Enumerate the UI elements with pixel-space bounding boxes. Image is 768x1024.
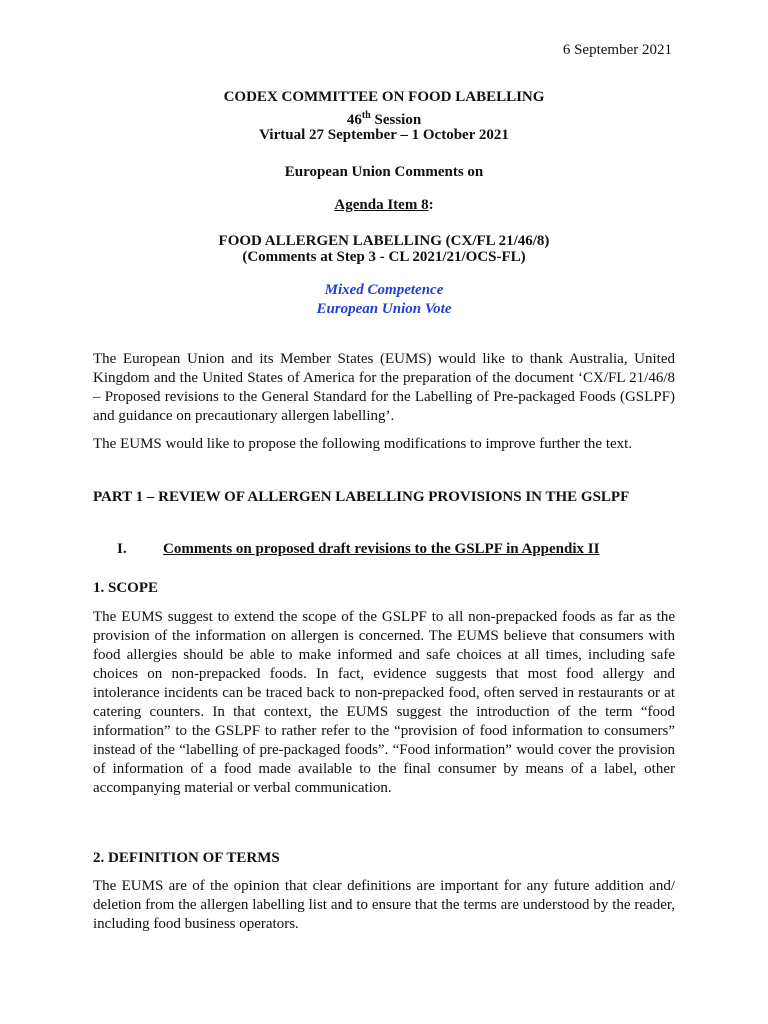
document-title: FOOD ALLERGEN LABELLING (CX/FL 21/46/8) <box>218 233 550 249</box>
intro-proposal-paragraph: The EUMS would like to propose the following modifications to improve further the text. <box>93 436 633 452</box>
scope-heading: 1. SCOPE <box>93 580 159 596</box>
section-title: Comments on proposed draft revisions to the GSLPF in Appendix II <box>163 541 600 557</box>
part1-heading: PART 1 – REVIEW OF ALLERGEN LABELLING PROVISIONS IN THE GSLPF <box>93 489 630 505</box>
agenda-item-colon: : <box>428 197 434 213</box>
vote-line: European Union Vote <box>316 301 452 317</box>
document-subtitle: (Comments at Step 3 - CL 2021/21/OCS-FL) <box>242 249 526 265</box>
agenda-item-line <box>0 196 768 214</box>
comments-on-line: European Union Comments on <box>284 164 484 180</box>
document-date: 6 September 2021 <box>562 42 672 58</box>
definitions-heading: 2. DEFINITION OF TERMS <box>93 850 280 866</box>
session-number: 46 <box>346 112 362 128</box>
agenda-item-label: Agenda Item 8 <box>334 197 429 213</box>
session-superscript: th <box>361 110 371 121</box>
committee-title: CODEX COMMITTEE ON FOOD LABELLING <box>223 89 545 105</box>
scope-paragraph: The EUMS suggest to extend the scope of the GSLPF to all non-prepacked foods as far as the provision of the information on allergen is concerned. The EUMS believe that consumers with food allergies should be able to make informed and safe choices at all times, including safe choices on non-prepacked foods. In fact, evidence suggests that most food allergy and intolerance incidents can be traced back to non-prepacked food, often served in restaurants or at catering counters. In that context, the EUMS suggest the introduction of the term “food information” to the GSLPF to rather refer to the “provision of food information to consumers” instead of the “labelling of pre-packaged foods”. “Food information” would cover the provision of information of a food made available to the final consumer by means of a label, other accompanying material or verbal communication. <box>93 609 675 796</box>
venue-line: Virtual 27 September – 1 October 2021 <box>259 127 509 143</box>
definitions-paragraph: The EUMS are of the opinion that clear definitions are important for any future addition and/ deletion from the allergen labelling list and to ensure that the terms are understood by the reader, including food business operators. <box>93 878 675 932</box>
competence-line: Mixed Competence <box>324 282 444 298</box>
session-word: Session <box>370 112 422 128</box>
section-numeral: I. <box>117 541 127 557</box>
intro-paragraph: The European Union and its Member States (EUMS) would like to thank Australia, United Kingdom and the United States of America for the preparation of the document ‘CX/FL 21/46/8 – Proposed revisions to the General Standard for the Labelling of Pre-packaged Foods (GSLPF) and guidance on precautionary allergen labelling’. <box>93 351 675 424</box>
